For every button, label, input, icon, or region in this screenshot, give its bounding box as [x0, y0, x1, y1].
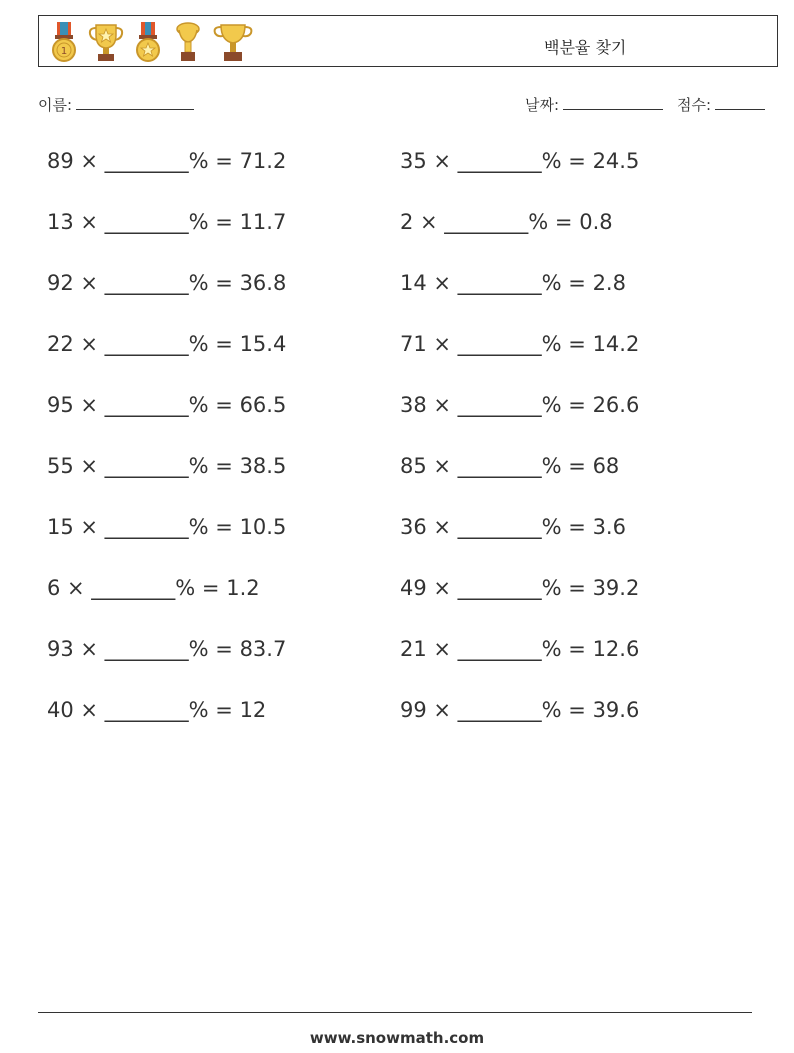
problem-9-right: 21 × ________% = 12.6 [400, 637, 640, 661]
problem-3-left: 92 × ________% = 36.8 [47, 271, 287, 295]
problem-1-left: 89 × ________% = 71.2 [47, 149, 287, 173]
problem-2-right: 2 × ________% = 0.8 [400, 210, 613, 234]
problem-6-right: 85 × ________% = 68 [400, 454, 620, 478]
name-field [38, 94, 194, 115]
problem-6-left: 55 × ________% = 38.5 [47, 454, 287, 478]
problem-4-left: 22 × ________% = 15.4 [47, 332, 287, 356]
problem-10-right: 99 × ________% = 39.6 [400, 698, 640, 722]
problem-7-left: 15 × ________% = 10.5 [47, 515, 287, 539]
medal-1-icon [47, 21, 81, 63]
problem-10-left: 40 × ________% = 12 [47, 698, 267, 722]
problem-8-left: 6 × ________% = 1.2 [47, 576, 260, 600]
name-label: 이름: [38, 96, 73, 114]
problem-5-right: 38 × ________% = 26.6 [400, 393, 640, 417]
footer-url: www.snowmath.com [309, 1029, 485, 1047]
problem-9-left: 93 × ________% = 83.7 [47, 637, 287, 661]
svg-text:1: 1 [60, 46, 68, 57]
problem-5-left: 95 × ________% = 66.5 [47, 393, 287, 417]
date-label: 날짜: [525, 96, 560, 114]
problem-3-right: 14 × ________% = 2.8 [400, 271, 626, 295]
footer-divider [38, 1012, 752, 1013]
score-blank [715, 108, 765, 110]
problem-1-right: 35 × ________% = 24.5 [400, 149, 640, 173]
problem-2-left: 13 × ________% = 11.7 [47, 210, 287, 234]
trophy-small-icon [171, 21, 205, 63]
trophy-cup-icon [211, 21, 255, 63]
problem-4-right: 71 × ________% = 14.2 [400, 332, 640, 356]
icon-strip [47, 20, 255, 64]
problem-8-right: 49 × ________% = 39.2 [400, 576, 640, 600]
problem-7-right: 36 × ________% = 3.6 [400, 515, 626, 539]
trophy-star-icon [87, 21, 125, 63]
date-field [525, 94, 663, 115]
worksheet-title: 백분율 찾기 [544, 38, 627, 57]
medal-star-icon [131, 21, 165, 63]
score-label: 점수: [677, 96, 712, 114]
name-blank [76, 108, 194, 110]
score-field [677, 94, 765, 115]
header-box [38, 15, 778, 67]
date-blank [563, 108, 663, 110]
